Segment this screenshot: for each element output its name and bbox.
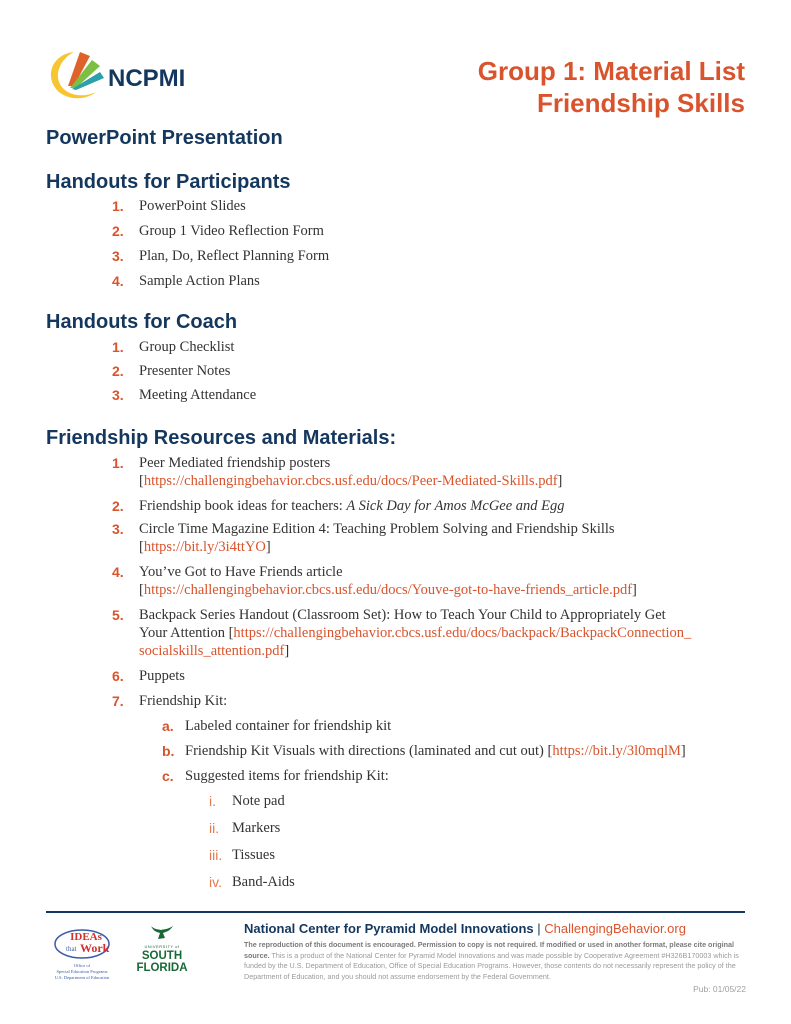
title-line-2: Friendship Skills [536,88,745,118]
separator: | [537,921,541,936]
list-text: Markers [232,820,281,836]
list-text: Circle Time Magazine Edition 4: Teaching Problem Solving and Friendship Skills [139,521,615,537]
list-roman: iv. [209,874,222,890]
list-item [0,386,791,410]
list-number: 1. [112,339,124,355]
list-number: 4. [112,564,124,580]
list-text: Friendship Kit: [139,693,228,709]
list-text-cont: Your Attention [139,625,229,641]
list-text: Note pad [232,793,285,809]
list-roman: i. [209,793,216,809]
list-number: 5. [112,607,124,623]
usf-south-text: SOUTH [141,950,183,962]
list-text: PowerPoint Slides [139,198,246,214]
footer-title [244,920,746,938]
friends-article-link[interactable]: https://challengingbehavior.cbcs.usf.edu/docs/Youve-got-to-have-friends_article.pdf [143,582,633,598]
list-number: 6. [112,668,124,684]
list-number: 3. [112,387,124,403]
peer-mediated-link[interactable]: https://challengingbehavior.cbcs.usf.edu/docs/Peer-Mediated-Skills.pdf [143,473,558,489]
list-text: Backpack Series Handout (Classroom Set): How to Teach Your Child to Appropriately Get [139,607,666,623]
backpack-link-part1[interactable]: https://challengingbehavior.cbcs.usf.edu/docs/backpack/BackpackConnection_ [233,625,692,641]
heading-coach: Handouts for Coach [46,311,238,333]
list-text-plain: Friendship book ideas for teachers: [139,498,347,514]
ideas-sub3: U.S. Department of Education [54,975,110,980]
logo-text: NCPMI [108,65,186,92]
list-text: Plan, Do, Reflect Planning Form [139,248,330,264]
list-text-plain: Friendship Kit Visuals with directions (laminated and cut out) [185,743,548,759]
ideas-sub2: Special Education Programs [56,969,108,974]
page-title [478,55,745,119]
list-number: 7. [112,693,124,709]
heading-powerpoint: PowerPoint Presentation [46,127,283,149]
link-line: socialskills_attention.pdf] [139,643,290,659]
backpack-link-part2[interactable]: socialskills_attention.pdf [139,643,285,659]
circle-time-link[interactable]: https://bit.ly/3i4ttYO [143,539,266,555]
title-line-1: Group 1: Material List [477,56,745,86]
list-text: Meeting Attendance [139,387,257,403]
link-line: [https://bit.ly/3i4ttYO] [139,539,271,555]
list-roman: iii. [209,847,223,863]
list-text: Band-Aids [232,874,295,890]
list-item [0,247,791,272]
list-text: Group 1 Video Reflection Form [139,223,324,239]
list-letter: b. [162,743,175,759]
list-number: 1. [112,198,124,214]
list-text: Puppets [139,668,185,684]
ncpmi-logo [44,46,204,106]
org-name: National Center for Pyramid Model Innovations [244,921,534,936]
list-item [0,362,791,386]
list-number: 4. [112,273,124,289]
list-text: Friendship Kit Visuals with directions (laminated and cut out) [https://bit.ly/3l0mqlM] [185,743,686,759]
list-number: 2. [112,223,124,239]
list-item [0,222,791,247]
ideas-sub1: Office of [73,963,91,968]
list-text: Tissues [232,847,275,863]
list-text: You’ve Got to Have Friends article [139,564,343,580]
notice-bold: The reproduction of this document is encouraged. Permission to copy is not required. If modified or used in another format, please cite original source. [244,940,735,960]
footer-divider [46,911,745,913]
list-item [0,197,791,222]
ideas-text: IDEAs [70,931,102,943]
ideas-work: Work [80,941,110,955]
link-line: Your Attention [https://challengingbehavior.cbcs.usf.edu/docs/backpack/BackpackConnection_ [139,625,692,641]
participants-list [0,197,791,297]
list-text: Peer Mediated friendship posters [139,455,331,471]
notice-text: This is a product of the National Center for Pyramid Model Innovations and was made possible by Cooperative Agreement #H326B170003 which is funded by the U.S. Department of Education, Office of Special Education Programs. However, those contents do not necessarily represent the policy of the Department of Education, and you should not assume endorsement by the Federal Government. [244,950,739,981]
ideas-that: that [66,945,77,953]
list-letter: a. [162,718,174,734]
list-number: 3. [112,248,124,264]
list-number: 1. [112,455,124,471]
list-text [139,497,565,515]
list-roman: ii. [209,820,220,836]
footer-info [244,920,746,994]
book-title: A Sick Day for Amos McGee and Egg [346,498,565,514]
usf-university-text: UNIVERSITY of [144,944,180,949]
ideas-that-work-logo [46,926,122,984]
list-text: Group Checklist [139,339,235,355]
list-letter: c. [162,768,174,784]
list-text: Presenter Notes [139,363,231,379]
list-text: Labeled container for friendship kit [185,718,392,734]
list-number: 3. [112,521,124,537]
site-link[interactable]: ChallengingBehavior.org [544,921,686,936]
list-text: Sample Action Plans [139,273,260,289]
kit-visuals-link[interactable]: https://bit.ly/3l0mqlM [552,743,681,759]
usf-bull-icon [132,924,192,944]
copyright-notice [244,940,746,982]
coach-list [0,338,791,410]
list-number: 2. [112,498,124,514]
list-item [0,272,791,297]
pub-date: Pub: 01/05/22 [693,984,746,994]
list-item [0,338,791,362]
usf-florida-text: FLORIDA [136,962,188,974]
heading-participants: Handouts for Participants [46,171,291,193]
usf-logo [132,924,192,980]
list-number: 2. [112,363,124,379]
heading-resources: Friendship Resources and Materials: [46,427,397,449]
list-text: Suggested items for friendship Kit: [185,768,389,784]
link-line: [https://challengingbehavior.cbcs.usf.edu/docs/Peer-Mediated-Skills.pdf] [139,473,563,489]
link-line: [https://challengingbehavior.cbcs.usf.edu/docs/Youve-got-to-have-friends_article.pdf] [139,582,637,598]
